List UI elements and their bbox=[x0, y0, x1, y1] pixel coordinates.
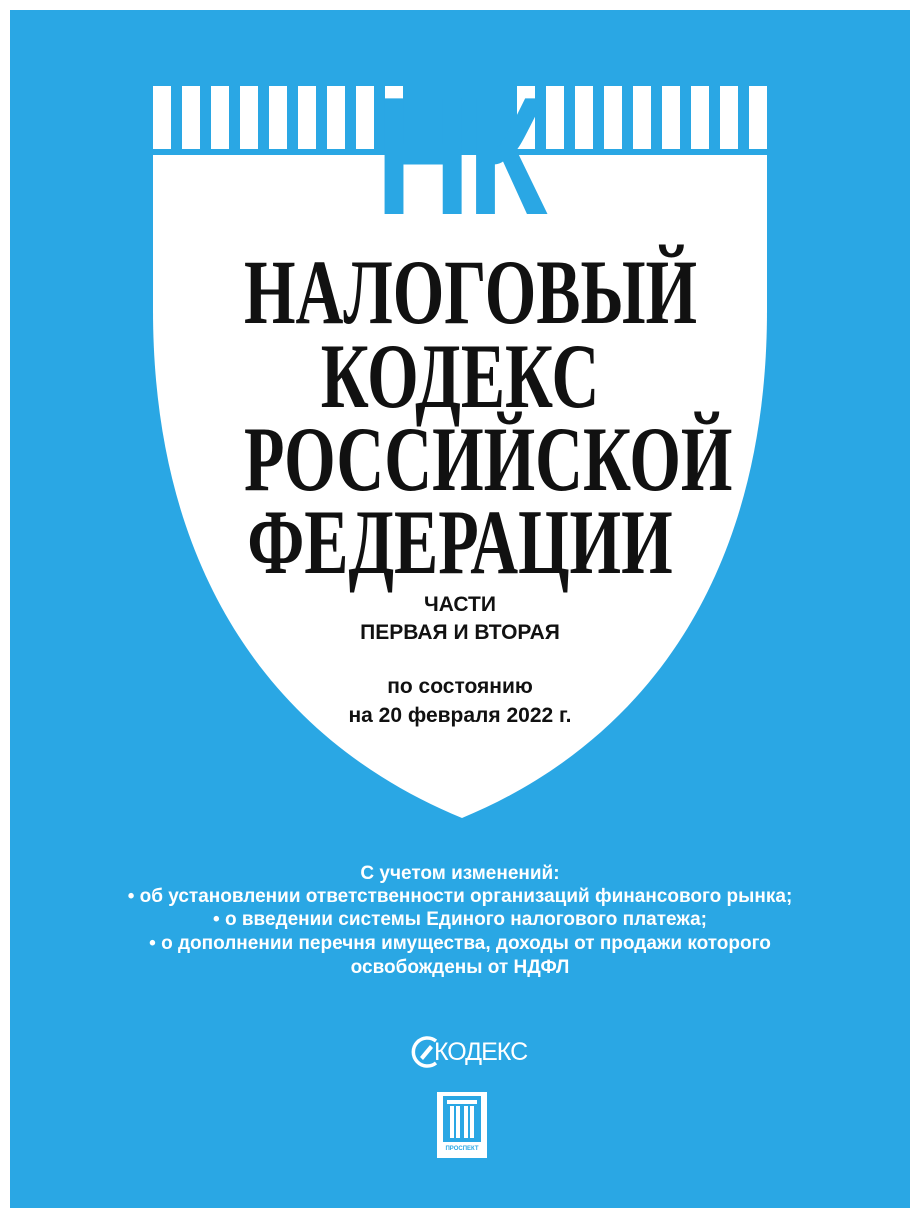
title-line-4: ФЕДЕРАЦИИ bbox=[247, 491, 673, 593]
title-line-1: НАЛОГОВЫЙ bbox=[243, 241, 698, 343]
prospekt-column-icon bbox=[443, 1096, 481, 1142]
as-of-line-1: по состоянию bbox=[387, 675, 533, 698]
changes-item-1: • об установлении ответственности организаций финансового рынка; bbox=[127, 886, 793, 907]
changes-heading: С учетом изменений: bbox=[360, 863, 560, 884]
parts-line-2: ПЕРВАЯ И ВТОРАЯ bbox=[360, 621, 560, 644]
changes-item-2: • о введении системы Единого налогового платежа; bbox=[213, 909, 707, 930]
code-abbreviation: НК bbox=[375, 62, 545, 250]
changes-item-4: освобождены от НДФЛ bbox=[350, 957, 570, 978]
prospekt-name: ПРОСПЕКТ bbox=[445, 1146, 479, 1152]
changes-item-3: • о дополнении перечня имущества, доходы от продажи которого bbox=[149, 933, 771, 954]
kodeks-name: КОДЕКС bbox=[434, 1038, 528, 1066]
prospekt-logo bbox=[437, 1092, 487, 1158]
title-line-3: РОССИЙСКОЙ bbox=[243, 408, 733, 510]
title-line-2: КОДЕКС bbox=[320, 325, 600, 427]
as-of-line-2: на 20 февраля 2022 г. bbox=[348, 704, 572, 727]
kodeks-logo bbox=[408, 1033, 548, 1073]
parts-line-1: ЧАСТИ bbox=[424, 593, 496, 616]
book-cover bbox=[10, 10, 910, 1208]
